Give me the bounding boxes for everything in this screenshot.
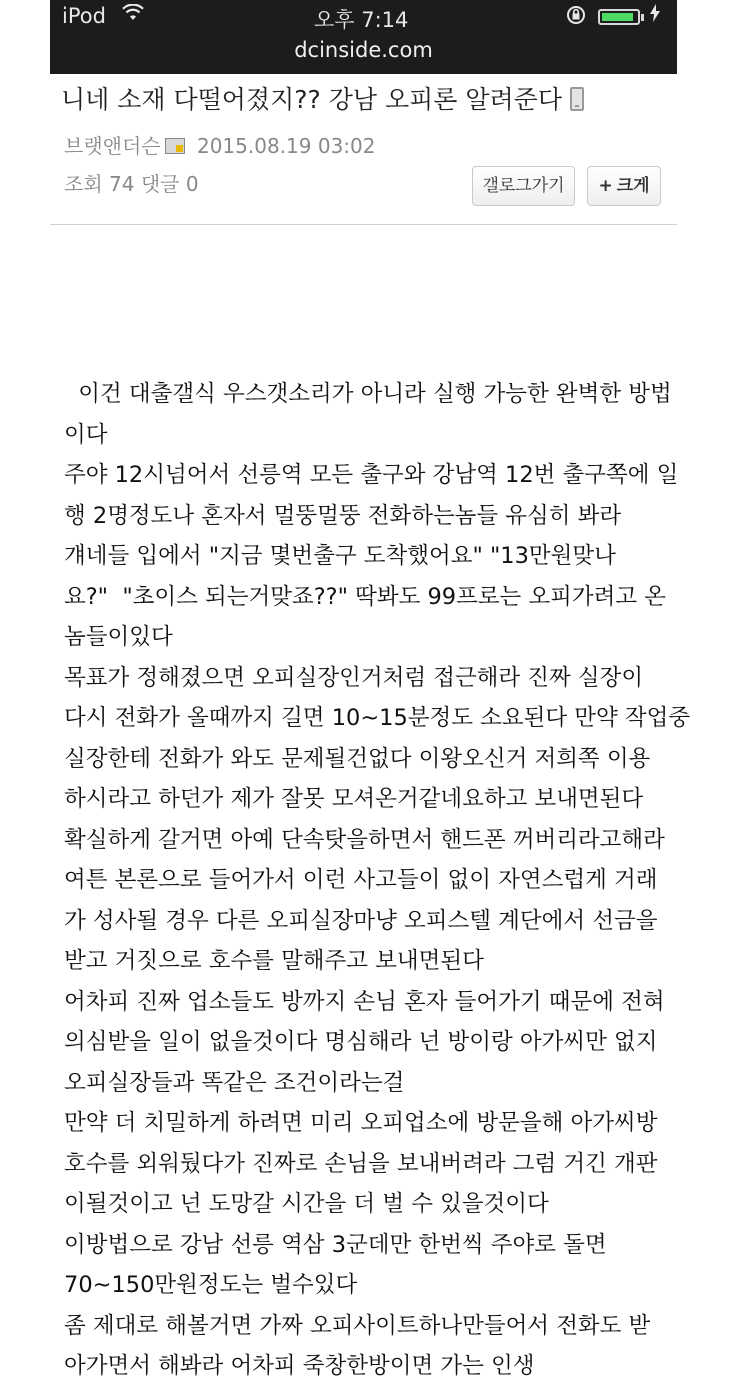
post-body-line: 가 성사될 경우 다른 오피실장마냥 오피스텔 계단에서 선금을	[64, 907, 658, 934]
post-body-line: 실장한테 전화가 와도 문제될건없다 이왕오신거 저희쪽 이용	[64, 745, 651, 772]
wifi-icon	[122, 4, 144, 27]
post-body-line: 목표가 정해졌으면 오피실장인거처럼 접근해라 진짜 실장이	[64, 664, 644, 691]
post-body-line: 아가면서 해봐라 어차피 죽창한방이면 가는 인생	[64, 1353, 535, 1379]
battery-tip	[641, 14, 644, 21]
enlarge-text-button[interactable]	[587, 166, 661, 206]
post-body-line: 받고 거짓으로 호수를 말해주고 보내면된다	[64, 948, 484, 974]
battery-fill	[602, 13, 633, 21]
comments-label: 댓글	[140, 172, 180, 196]
post-body-line: 행 2명정도나 혼자서 멀뚱멀뚱 전화하는놈들 유심히 봐라	[64, 502, 622, 529]
post-meta-author-row	[64, 130, 375, 159]
post-body-line: 걔네들 입에서 "지금 몇번출구 도착했어요" "13만원맞나	[64, 543, 616, 569]
frame-right-margin	[677, 0, 740, 1393]
post-body-line: 이될것이고 넌 도망갈 시간을 더 벌 수 있을것이다	[64, 1191, 549, 1217]
frame-left-margin	[0, 0, 50, 1393]
post-body-line: 놈들이있다	[64, 624, 173, 650]
post-body-line: 확실하게 갈거면 아예 단속탓을하면서 핸드폰 꺼버리라고해라	[64, 826, 665, 853]
enlarge-text-label: 크게	[616, 176, 650, 196]
fixed-nick-badge-icon	[165, 138, 185, 154]
post-title-text: 니네 소재 다떨어졌지?? 강남 오피론 알려준다	[61, 85, 562, 114]
post-body-line: 여튼 본론으로 들어가서 이런 사고들이 없이 자연스럽게 거래	[64, 867, 658, 893]
post-body-line: 의심받을 일이 없을것이다 명심해라 넌 방이랑 아가씨만 없지	[64, 1029, 658, 1055]
post-body-line: 만약 더 치밀하게 하려면 미리 오피업소에 방문을해 아가씨방	[64, 1110, 658, 1136]
post-body-line: 이다	[64, 421, 108, 448]
clock: 오후 7:14	[314, 8, 409, 32]
post-body-line: 요?" "초이스 되는거맞죠??" 딱봐도 99프로는 오피가려고 온	[64, 583, 667, 610]
post-body-line: 이건 대출갤식 우스갯소리가 아니라 실행 가능한 완벽한 방법	[64, 381, 672, 407]
post-meta-stats-row	[64, 168, 199, 197]
rotation-lock-icon	[565, 4, 587, 31]
post-body-line: 하시라고 하던가 제가 잘못 모셔온거같네요하고 보내면된다	[64, 786, 644, 812]
address-bar-url[interactable]: dcinside.com	[294, 38, 433, 62]
post-title	[61, 80, 584, 116]
battery-icon	[598, 9, 640, 25]
mobile-post-icon	[570, 87, 584, 111]
post-body-line: 다시 전화가 올때까지 길면 10~15분정도 소요된다 만약 작업중	[64, 705, 691, 731]
charging-bolt-icon	[650, 4, 660, 27]
post-body-line: 호수를 외워뒀다가 진짜로 손님을 보내버려라 그럼 거긴 개판	[64, 1150, 658, 1177]
post-body-line: 오피실장들과 똑같은 조건이라는걸	[64, 1069, 405, 1096]
gallog-button[interactable]: 갤로그가기	[472, 166, 575, 206]
post-body-line: 어차피 진짜 업소들도 방까지 손님 혼자 들어가기 때문에 전혀	[64, 988, 665, 1015]
post-body-line: 좀 제대로 해볼거면 가짜 오피사이트하나만들어서 전화도 받	[64, 1312, 651, 1339]
comments-count: 0	[185, 172, 199, 196]
post-body-line: 70~150만원정도는 벌수있다	[64, 1272, 358, 1298]
device-name: iPod	[62, 4, 106, 28]
post-body-line: 주야 12시넘어서 선릉역 모든 출구와 강남역 12번 출구쪽에 일	[64, 462, 679, 488]
post-body	[64, 374, 691, 1387]
views-count: 74	[109, 172, 135, 196]
author-name[interactable]: 브랫앤더슨	[64, 134, 161, 158]
header-divider	[50, 224, 677, 225]
views-label: 조회	[64, 172, 103, 196]
post-body-line: 이방법으로 강남 선릉 역삼 3군데만 한번씩 주야로 돌면	[64, 1231, 607, 1258]
post-datetime: 2015.08.19 03:02	[196, 134, 376, 158]
status-bar	[50, 0, 677, 74]
plus-icon: +	[598, 176, 613, 196]
